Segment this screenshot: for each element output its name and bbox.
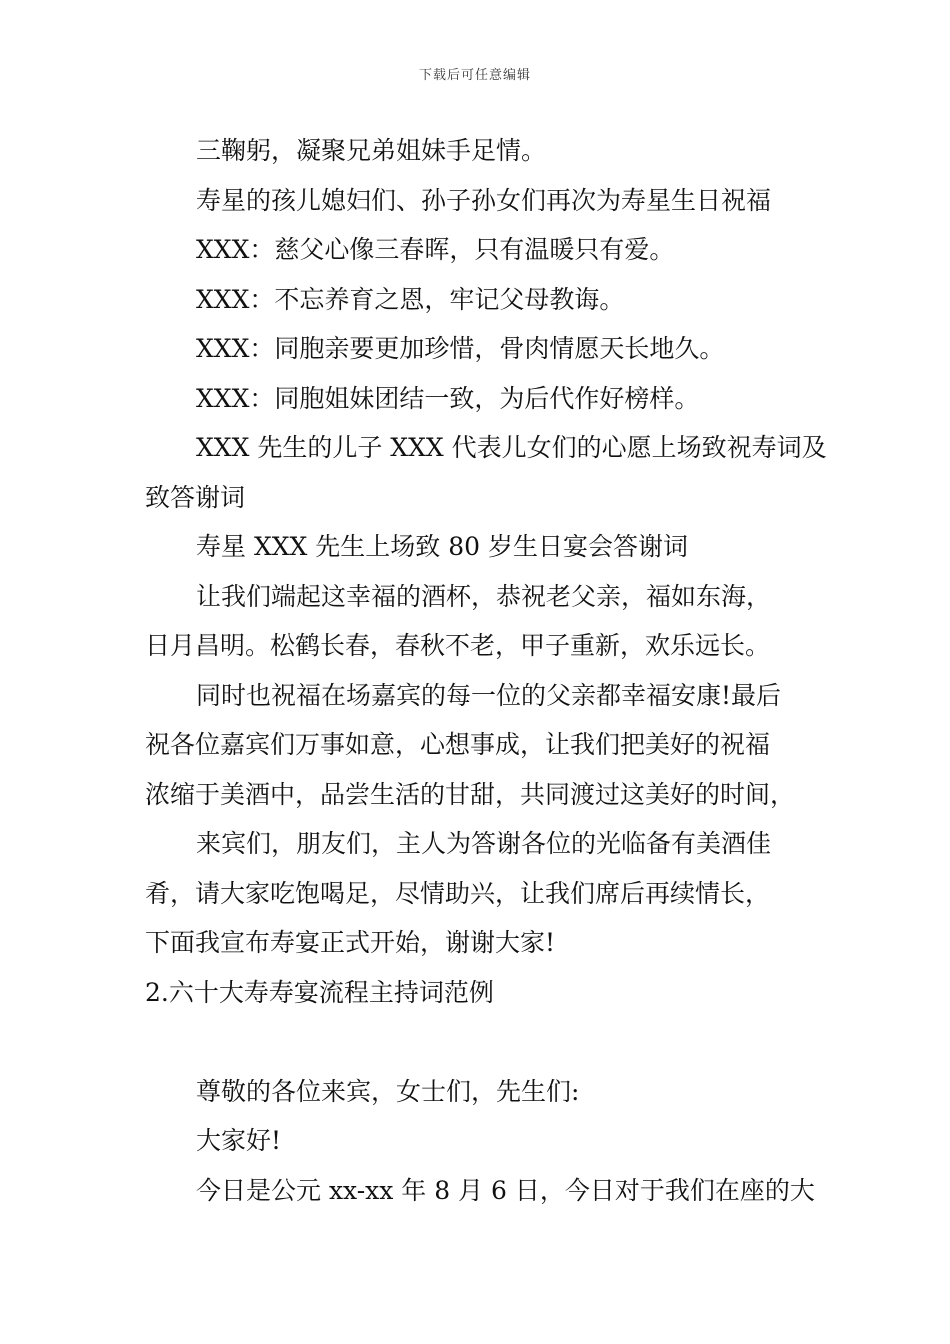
text-line: 大家好! [196,1126,282,1155]
text-line: XXX：不忘养育之恩，牢记父母教诲。 [196,284,625,314]
section-heading: 2.六十大寿寿宴流程主持词范例 [145,977,494,1007]
text-line: 肴，请大家吃饱喝足，尽情助兴，让我们席后再续情长， [145,878,771,908]
text-line: 寿星 XXX 先生上场致 80 岁生日宴会答谢词 [196,532,688,561]
text-line: 尊敬的各位来宾，女士们，先生们: [196,1076,580,1106]
document-body [145,126,827,1215]
text-line: 三鞠躬，凝聚兄弟姐妹手足情。 [196,136,547,165]
blank-line [145,1017,815,1067]
text-line: 祝各位嘉宾们万事如意，心想事成，让我们把美好的祝福 [145,730,771,759]
text-line: 今日是公元 xx-xx 年 8 月 6 日，今日对于我们在座的大 [196,1175,815,1205]
text-line: 让我们端起这幸福的酒杯，恭祝老父亲，福如东海， [196,581,772,611]
text-line: XXX：同胞亲要更加珍惜，骨肉情愿天长地久。 [196,334,725,363]
text-line: 日月昌明。松鹤长春，春秋不老，甲子重新，欢乐远长。 [145,631,771,660]
page-header-note: 下载后可任意编辑 [418,68,531,83]
text-line: 致答谢词 [145,482,246,512]
text-line: XXX：同胞姐妹团结一致，为后代作好榜样。 [196,383,700,413]
text-line: 下面我宣布寿宴正式开始，谢谢大家! [145,928,556,957]
text-line: XXX 先生的儿子 XXX 代表儿女们的心愿上场致祝寿词及 [196,433,827,462]
text-line: 寿星的孩儿媳妇们、孙子孙女们再次为寿星生日祝福 [196,185,772,215]
text-line: XXX：慈父心像三春晖，只有温暖只有爱。 [196,235,675,264]
text-line: 来宾们，朋友们，主人为答谢各位的光临备有美酒佳 [196,829,772,858]
text-line: 同时也祝福在场嘉宾的每一位的父亲都幸福安康!最后 [196,680,782,710]
text-line: 浓缩于美酒中，品尝生活的甘甜，共同渡过这美好的时间， [145,779,796,809]
